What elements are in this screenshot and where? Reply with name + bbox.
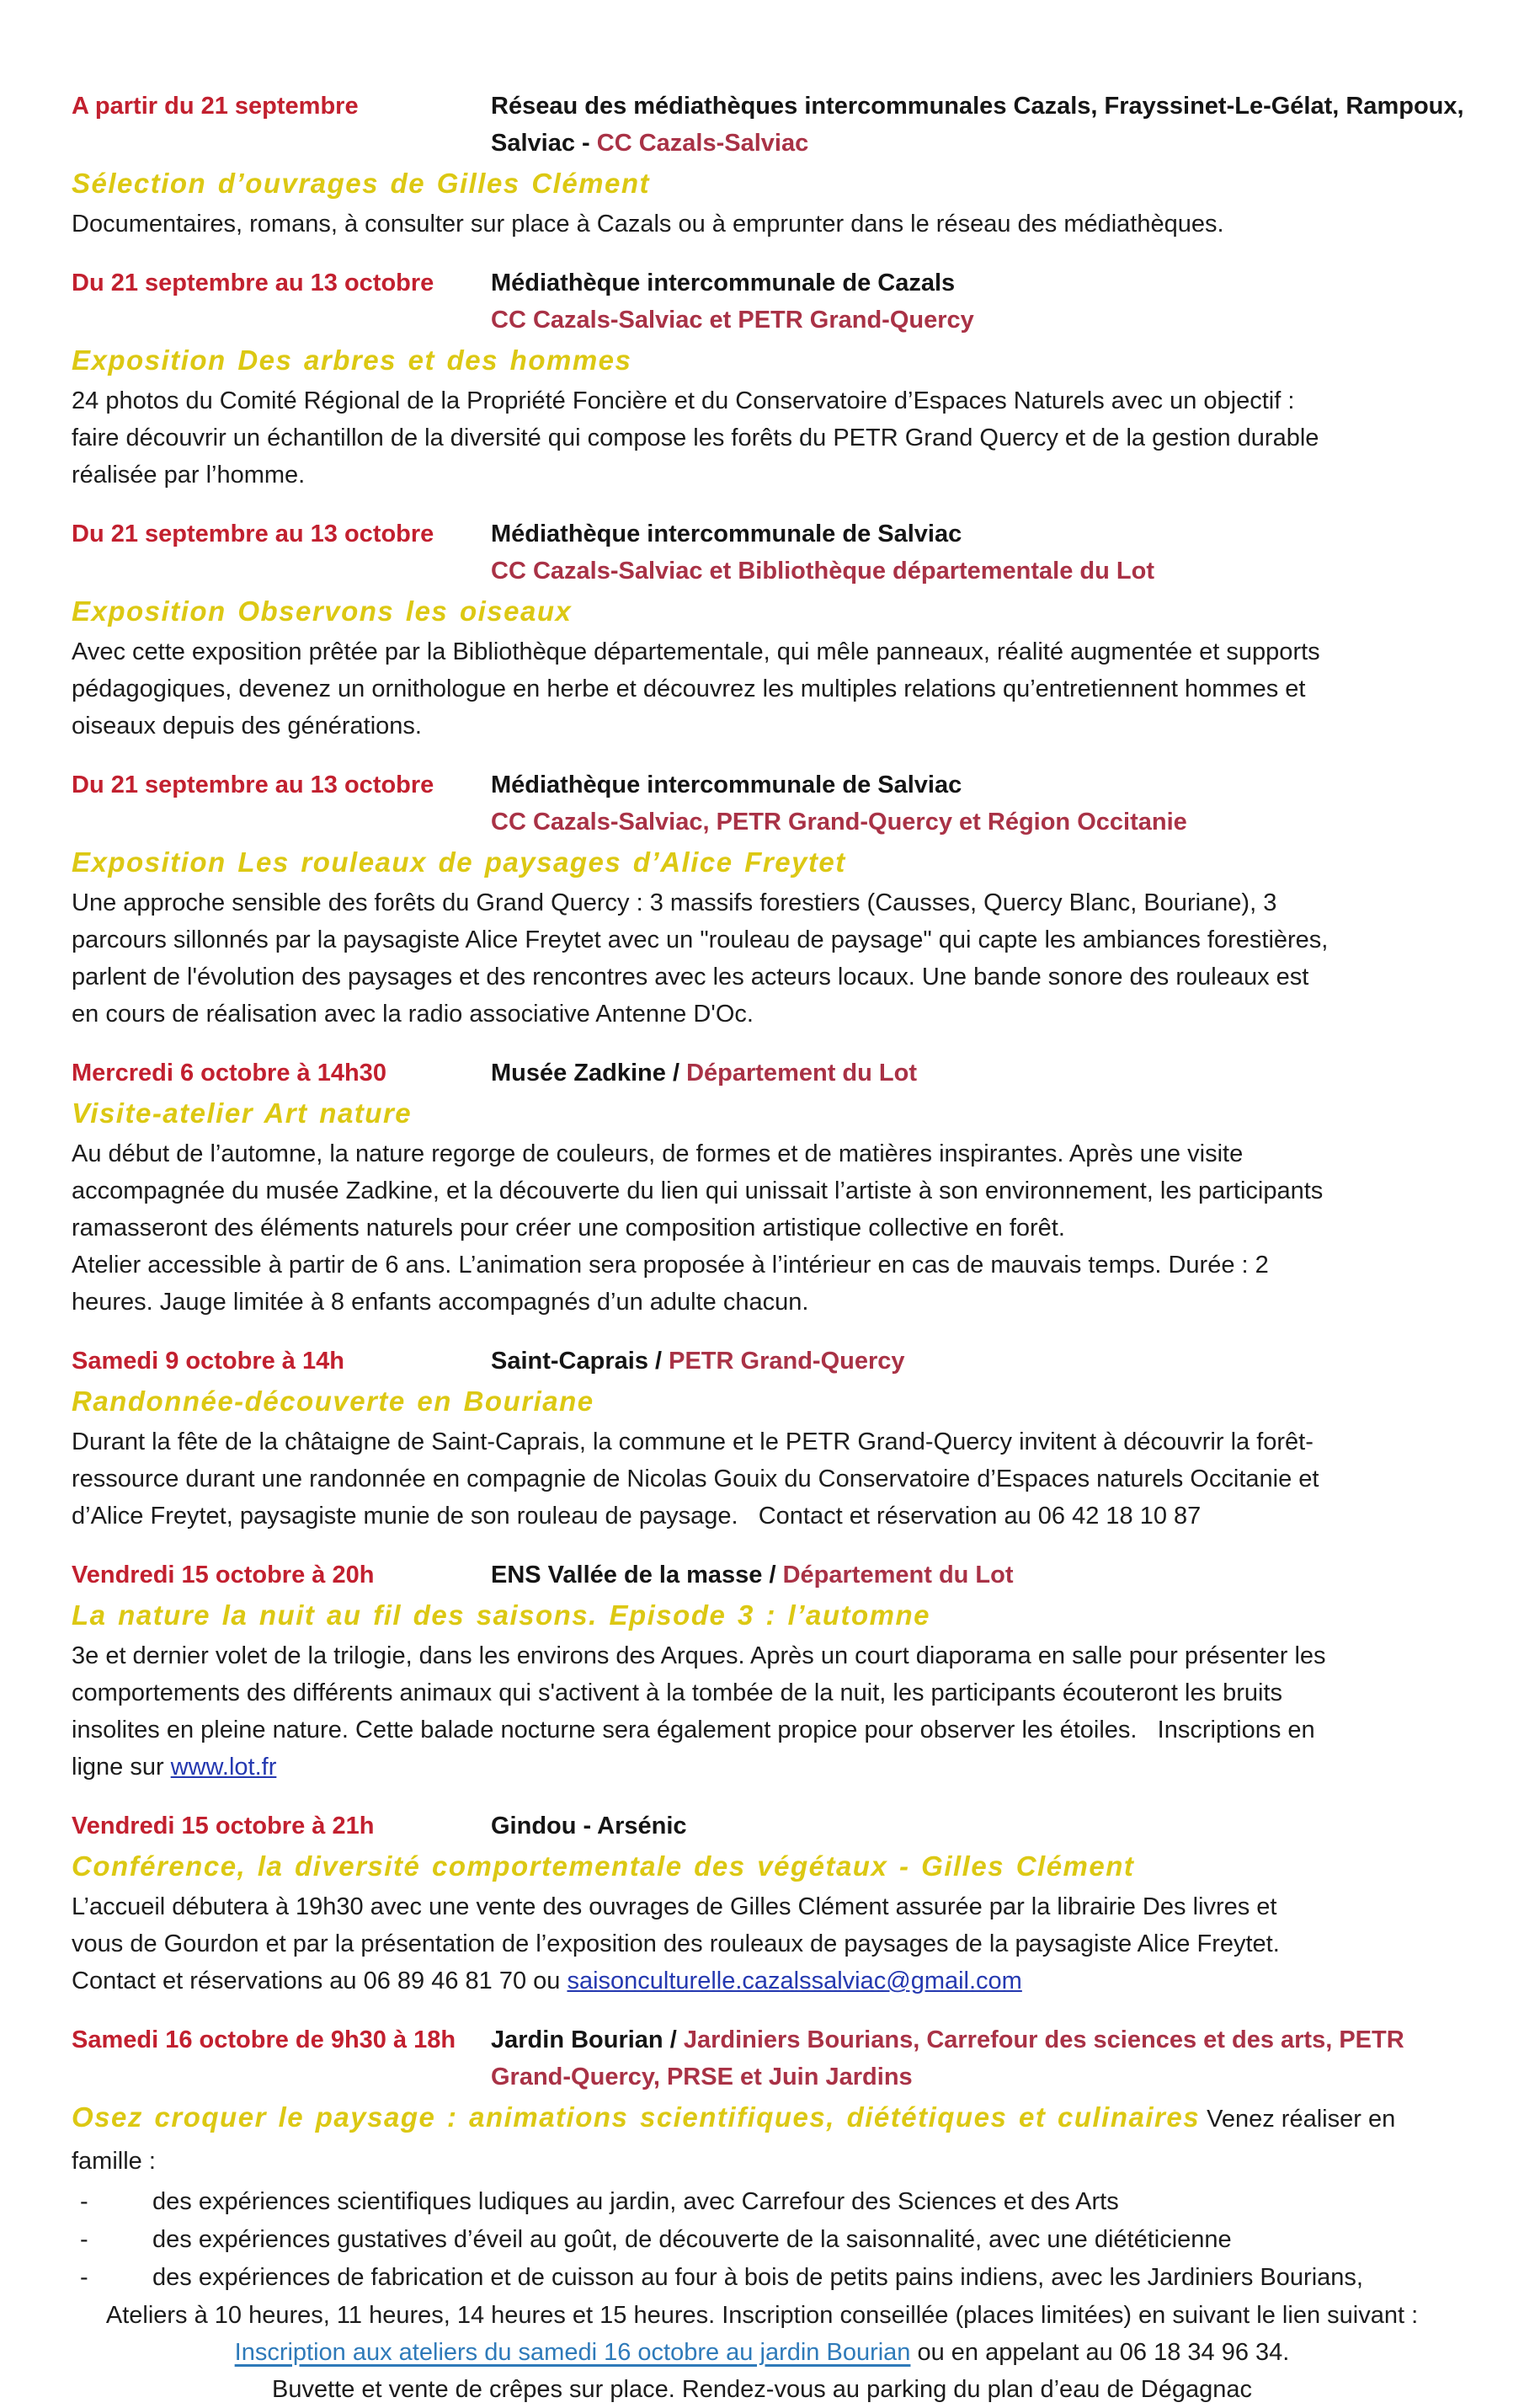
events-list bbox=[72, 88, 1464, 2408]
bullet-text bbox=[152, 2221, 1452, 2259]
venue-name: Saint-Caprais / bbox=[491, 1348, 669, 1375]
body-text: L’accueil débutera à 19h30 avec une vente des ouvrages de Gilles Clément assurée par la librairie Des livres et vous de Gourdon et par la présentation de l’exposition des rouleaux de paysages de la paysagiste Alice Freytet. bbox=[72, 1893, 1280, 1957]
paragraph bbox=[72, 1247, 1335, 1321]
venue-line bbox=[491, 515, 1452, 553]
event-title-text: Conférence, la diversité comportementale des végétaux - Gilles Clément bbox=[72, 1850, 1135, 1882]
event-title-text: Exposition Les rouleaux de paysages d’Alice Freytet bbox=[72, 846, 846, 878]
paragraph bbox=[72, 1962, 1335, 2000]
paragraph bbox=[72, 2371, 1452, 2408]
event-block-9 bbox=[72, 2021, 1452, 2408]
event-block-3 bbox=[72, 515, 1452, 745]
body-text: Au début de l’automne, la nature regorge de couleurs, de formes et de matières inspirantes. Après une visite accompagnée du musée Zadkine, et la découverte du lien qui unissait l’artiste à son environnement, les participants ramasseront des éléments naturels pour créer une composition artistique collective en forêt. bbox=[72, 1140, 1324, 1241]
event-venue bbox=[491, 1807, 1452, 1845]
event-venue bbox=[491, 1343, 1452, 1380]
body-text: des expériences scientifiques ludiques au jardin, avec Carrefour des Sciences et des Arts bbox=[152, 2188, 1119, 2215]
venue-line bbox=[491, 1055, 1452, 1092]
event-date: Vendredi 15 octobre à 21h bbox=[72, 1813, 375, 1839]
venue-line bbox=[491, 264, 1452, 302]
event-body bbox=[72, 633, 1335, 745]
body-text: Durant la fête de la châtaigne de Saint-Caprais, la commune et le PETR Grand-Quercy invitent à découvrir la forêt-ressource durant une randonnée en compagnie de Nicolas Gouix du Conservatoire d’Espaces naturels Occitanie et d’Alice Freytet, paysagiste munie de son rouleau de paysage. Contact et réservation au 06 42 18 10 87 bbox=[72, 1428, 1319, 1530]
event-body bbox=[72, 1888, 1335, 2000]
event-venue bbox=[491, 515, 1452, 590]
event-venue bbox=[491, 88, 1464, 162]
event-block-8 bbox=[72, 1807, 1452, 2000]
bullet-dash: - bbox=[80, 2226, 88, 2253]
body-text: des expériences gustatives d’éveil au goût, de découverte de la saisonnalité, avec une diététicienne bbox=[152, 2226, 1232, 2253]
event-date: Vendredi 15 octobre à 20h bbox=[72, 1562, 375, 1588]
paragraph bbox=[72, 1637, 1335, 1786]
title-suffix-text: Venez réaliser en famille : bbox=[72, 2106, 1396, 2175]
event-body bbox=[72, 1637, 1335, 1786]
event-date: Samedi 16 octobre de 9h30 à 18h bbox=[72, 2026, 456, 2053]
venue-name: ENS Vallée de la masse / bbox=[491, 1562, 783, 1588]
organizer-name: CC Cazals-Salviac et PETR Grand-Quercy bbox=[491, 307, 974, 334]
paragraph bbox=[72, 2297, 1452, 2334]
venue-name: Gindou - Arsénic bbox=[491, 1813, 687, 1839]
paragraph bbox=[72, 884, 1335, 1033]
event-block-4 bbox=[72, 766, 1452, 1033]
event-date: Mercredi 6 octobre à 14h30 bbox=[72, 1060, 386, 1087]
body-text: Buvette et vente de crêpes sur place. Rendez-vous au parking du plan d’eau de Dégagnac bbox=[272, 2376, 1252, 2403]
paragraph bbox=[72, 2334, 1452, 2371]
paragraph bbox=[72, 1135, 1335, 1247]
event-header bbox=[72, 1343, 1452, 1380]
venue-name: Musée Zadkine / bbox=[491, 1060, 687, 1087]
event-body bbox=[72, 2183, 1452, 2408]
body-text: Atelier accessible à partir de 6 ans. L’animation sera proposée à l’intérieur en cas de mauvais temps. Durée : 2 heures. Jauge limitée à 8 enfants accompagnés d’un adulte chacun. bbox=[72, 1252, 1269, 1316]
venue-line bbox=[491, 125, 1464, 162]
event-body bbox=[72, 1423, 1335, 1535]
venue-name: Médiathèque intercommunale de Cazals bbox=[491, 270, 956, 296]
event-title bbox=[72, 2097, 1452, 2181]
event-header bbox=[72, 2021, 1452, 2096]
event-date: Samedi 9 octobre à 14h bbox=[72, 1348, 344, 1375]
event-title bbox=[72, 1093, 1452, 1134]
event-header bbox=[72, 766, 1452, 841]
event-date: A partir du 21 septembre bbox=[72, 93, 359, 120]
event-venue bbox=[491, 1556, 1452, 1594]
venue-line bbox=[491, 2021, 1452, 2058]
event-header bbox=[72, 1807, 1452, 1845]
event-body bbox=[72, 884, 1335, 1033]
bullet-dash: - bbox=[80, 2264, 88, 2291]
paragraph bbox=[72, 206, 1335, 243]
bullet-item bbox=[72, 2183, 1452, 2221]
paragraph bbox=[72, 633, 1335, 745]
event-date: Du 21 septembre au 13 octobre bbox=[72, 521, 434, 547]
organizer-name: Grand-Quercy, PRSE et Juin Jardins bbox=[491, 2064, 913, 2090]
event-title-text: Randonnée-découverte en Bouriane bbox=[72, 1386, 594, 1417]
body-text: 24 photos du Comité Régional de la Propriété Foncière et du Conservatoire d’Espaces Naturels avec un objectif : faire découvrir un échantillon de la diversité qui compose les forêts du PETR Grand Quercy et de la gestion durable réalisée par l’homme. bbox=[72, 387, 1319, 489]
venue-line bbox=[491, 553, 1452, 590]
event-title-text: Osez croquer le paysage : animations scientifiques, diététiques et culinaires bbox=[72, 2101, 1201, 2133]
hyperlink[interactable]: saisonculturelle.cazalssalviac@gmail.com bbox=[567, 1968, 1022, 1994]
organizer-name: PETR Grand-Quercy bbox=[669, 1348, 905, 1375]
event-date: Du 21 septembre au 13 octobre bbox=[72, 270, 434, 296]
hyperlink[interactable]: www.lot.fr bbox=[170, 1754, 277, 1781]
venue-line bbox=[491, 804, 1452, 841]
event-header bbox=[72, 264, 1452, 339]
event-title-text: Exposition Observons les oiseaux bbox=[72, 595, 573, 627]
body-text: des expériences de fabrication et de cuisson au four à bois de petits pains indiens, avec les Jardiniers Bourians, bbox=[152, 2264, 1363, 2291]
event-header bbox=[72, 1055, 1452, 1092]
venue-line bbox=[491, 302, 1452, 339]
event-venue bbox=[491, 264, 1452, 339]
event-title-text: Exposition Des arbres et des hommes bbox=[72, 344, 632, 376]
event-body bbox=[72, 206, 1335, 243]
event-venue bbox=[491, 766, 1452, 841]
event-header bbox=[72, 88, 1464, 162]
venue-name: Réseau des médiathèques intercommunales Cazals, Frayssinet-Le-Gélat, Rampoux, bbox=[491, 93, 1464, 120]
venue-name: Médiathèque intercommunale de Salviac bbox=[491, 772, 962, 798]
hyperlink[interactable]: Inscription aux ateliers du samedi 16 octobre au jardin Bourian bbox=[234, 2339, 911, 2366]
event-title-text: Sélection d’ouvrages de Gilles Clément bbox=[72, 168, 651, 199]
bullet-dash: - bbox=[80, 2188, 88, 2215]
event-title bbox=[72, 591, 1452, 632]
event-block-1 bbox=[72, 88, 1464, 243]
organizer-name: Département du Lot bbox=[782, 1562, 1014, 1588]
body-text: Documentaires, romans, à consulter sur place à Cazals ou à emprunter dans le réseau des médiathèques. bbox=[72, 211, 1224, 238]
event-body bbox=[72, 1135, 1335, 1321]
bullet-item bbox=[72, 2259, 1452, 2297]
paragraph bbox=[72, 1888, 1335, 1962]
event-date: Du 21 septembre au 13 octobre bbox=[72, 772, 434, 798]
event-title bbox=[72, 842, 1452, 883]
event-title bbox=[72, 1595, 1452, 1636]
venue-name: Salviac - bbox=[491, 130, 597, 157]
paragraph bbox=[72, 1423, 1335, 1535]
venue-name: Jardin Bourian / bbox=[491, 2026, 684, 2053]
body-text: Ateliers à 10 heures, 11 heures, 14 heures et 15 heures. Inscription conseillée (places limitées) en suivant le lien suivant : bbox=[105, 2302, 1419, 2329]
venue-line bbox=[491, 1556, 1452, 1594]
venue-name: Médiathèque intercommunale de Salviac bbox=[491, 521, 962, 547]
venue-line bbox=[491, 88, 1464, 125]
organizer-name: CC Cazals-Salviac bbox=[596, 130, 809, 157]
event-block-7 bbox=[72, 1556, 1452, 1786]
body-text: Contact et réservations au 06 89 46 81 70 ou bbox=[72, 1968, 568, 1994]
event-body bbox=[72, 382, 1335, 494]
event-title bbox=[72, 1846, 1452, 1887]
bullet-text bbox=[152, 2183, 1452, 2221]
body-text: ou en appelant au 06 18 34 96 34. bbox=[910, 2339, 1290, 2366]
organizer-name: Département du Lot bbox=[686, 1060, 917, 1087]
body-text: Avec cette exposition prêtée par la Bibliothèque départementale, qui mêle panneaux, réalité augmentée et supports pédagogiques, devenez un ornithologue en herbe et découvrez les multiples relations qu’entretiennent hommes et oiseaux depuis des générations. bbox=[72, 638, 1320, 739]
event-block-5 bbox=[72, 1055, 1452, 1321]
organizer-name: Jardiniers Bourians, Carrefour des sciences et des arts, PETR bbox=[683, 2026, 1404, 2053]
event-header bbox=[72, 515, 1452, 590]
event-title bbox=[72, 163, 1452, 204]
venue-line bbox=[491, 1343, 1452, 1380]
organizer-name: CC Cazals-Salviac, PETR Grand-Quercy et Région Occitanie bbox=[491, 809, 1187, 836]
event-block-6 bbox=[72, 1343, 1452, 1535]
venue-line bbox=[491, 766, 1452, 804]
venue-line bbox=[491, 2058, 1452, 2096]
event-title-text: La nature la nuit au fil des saisons. Episode 3 : l’automne bbox=[72, 1599, 931, 1631]
event-title-text: Visite-atelier Art nature bbox=[72, 1097, 413, 1129]
event-venue bbox=[491, 1055, 1452, 1092]
bullet-text bbox=[152, 2259, 1452, 2297]
event-venue bbox=[491, 2021, 1452, 2096]
venue-line bbox=[491, 1807, 1452, 1845]
bullet-item bbox=[72, 2221, 1452, 2259]
organizer-name: CC Cazals-Salviac et Bibliothèque départementale du Lot bbox=[491, 558, 1154, 585]
paragraph bbox=[72, 382, 1335, 494]
event-block-2 bbox=[72, 264, 1452, 494]
body-text: 3e et dernier volet de la trilogie, dans les environs des Arques. Après un court diaporama en salle pour présenter les comportements des différents animaux qui s'activent à la tombée de la nuit, les participants écouteront les bruits insolites en pleine nature. Cette balade nocturne sera également propice pour observer les étoiles. Inscriptions en ligne sur bbox=[72, 1642, 1326, 1781]
body-text: Une approche sensible des forêts du Grand Quercy : 3 massifs forestiers (Causses, Quercy Blanc, Bouriane), 3 parcours sillonnés par la paysagiste Alice Freytet avec un "rouleau de paysage" qui capte les ambiances forestières, parlent de l'évolution des paysages et des rencontres avec les acteurs locaux. Une bande sonore des rouleaux est en cours de réalisation avec la radio associative Antenne D'Oc. bbox=[72, 889, 1329, 1028]
event-title bbox=[72, 340, 1452, 381]
event-header bbox=[72, 1556, 1452, 1594]
event-title bbox=[72, 1381, 1452, 1422]
